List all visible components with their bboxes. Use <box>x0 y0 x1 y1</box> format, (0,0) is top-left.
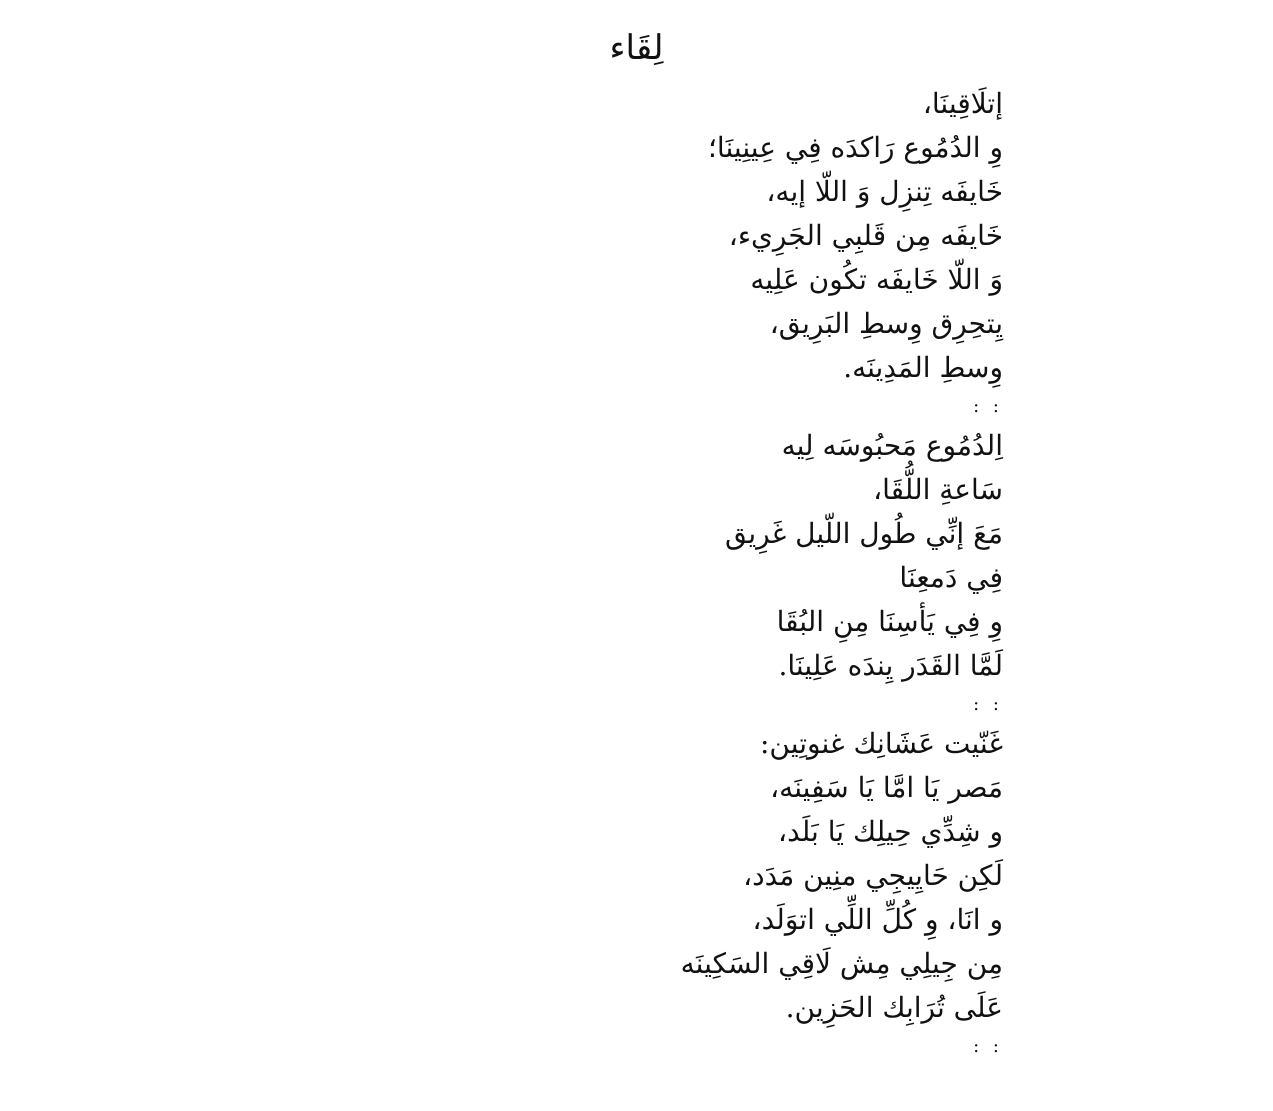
poem-line: و شِدِّي حِيلِك يَا بَلَد، <box>778 815 1003 848</box>
poem-line: مِن جِيلِي مِش لَاقِي السَكِينَه <box>680 947 1003 980</box>
poem-title: لِقَاء <box>609 28 664 68</box>
poem-line: وَ اللّا خَايفَه تكُون عَلِيه <box>750 263 1003 296</box>
stanza <box>443 722 1003 1064</box>
stanza-separator: : : <box>973 1036 1003 1057</box>
stanza <box>443 82 1003 424</box>
poem-line: فِي دَمعِنَا <box>899 561 1003 594</box>
poem-line: عَلَى تُرَابِك الحَزِين. <box>785 991 1003 1024</box>
poem-line: وِ الدُمُوع رَاكدَه فِي عِينِينَا؛ <box>708 131 1003 164</box>
poem-line: اِلدُمُوع مَحبُوسَه لِيه <box>781 429 1003 462</box>
poem-line: خَايفَه تِنزِل وَ اللّا إيه، <box>766 175 1003 208</box>
poem-line: لَكِن حَايِيجِي منِين مَدَد، <box>743 859 1003 892</box>
poem-line: لَمَّا القَدَر يِندَه عَلِينَا. <box>778 649 1003 682</box>
stanza-separator: : : <box>973 396 1003 417</box>
poem-line: وِسطِ المَدِينَه. <box>843 351 1003 384</box>
poem-line: و انَا، وِ كُلِّ اللِّي اتوَلَد، <box>752 903 1003 936</box>
poem-line: سَاعةِ اللُّقَا، <box>873 473 1003 506</box>
poem-line: غَنّيت عَشَانِك غنوتِين: <box>760 727 1003 760</box>
poem-line: مَعَ إنِّي طُول اللّيل غَرِيق <box>725 517 1003 550</box>
poem-line: مَصر يَا امَّا يَا سَفِينَه، <box>770 771 1003 804</box>
stanza <box>443 424 1003 722</box>
poem-line: إتلَاقِينَا، <box>922 87 1003 120</box>
poem-line: وِ فِي يَأسِنَا مِنِ البُقَا <box>776 605 1003 638</box>
poem-line: يِتحِرِق وِسطِ البَرِيق، <box>769 307 1003 340</box>
stanza-separator: : : <box>973 694 1003 715</box>
poem-line: خَايفَه مِن قَلبِي الجَرِيء، <box>728 219 1003 252</box>
poem-body <box>443 82 1003 1064</box>
